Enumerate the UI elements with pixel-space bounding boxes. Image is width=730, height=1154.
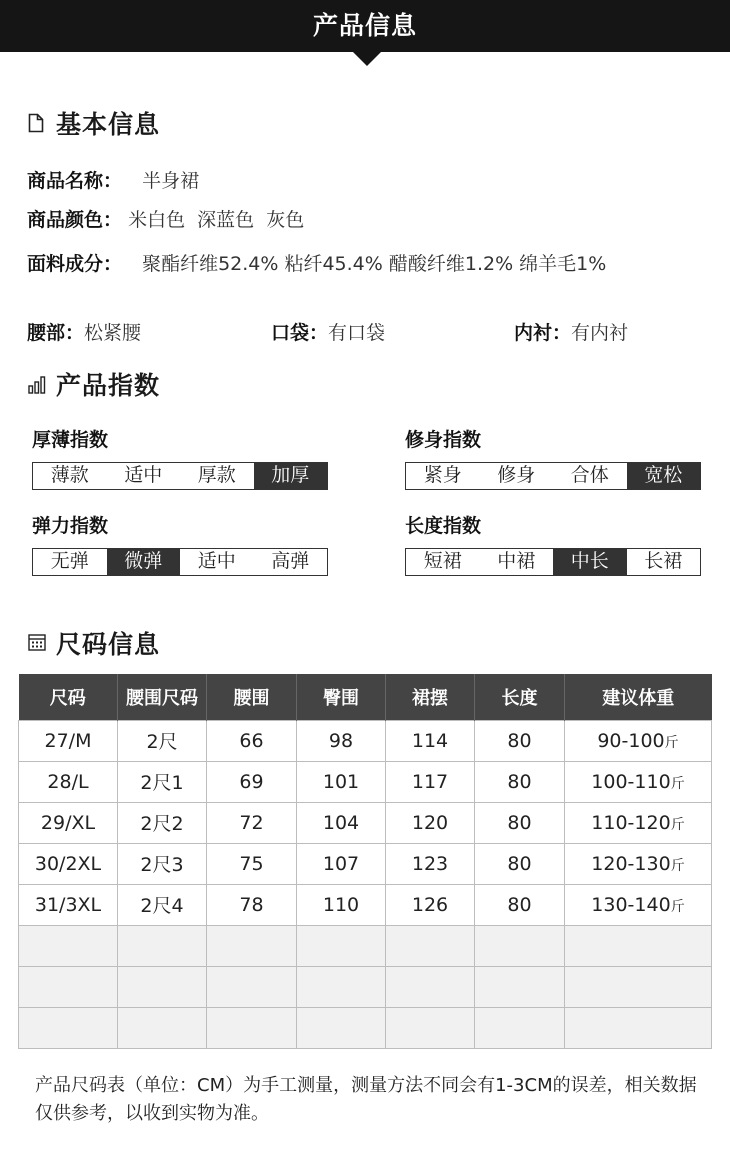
cell-value: 104 <box>322 811 360 834</box>
cell-value: 123 <box>411 852 449 875</box>
measurement-note: 产品尺码表（单位：CM）为手工测量，测量方法不同会有1-3CM的误差，相关数据仅供参考，以收到实物为准。 <box>35 1075 697 1124</box>
basic-info-title: 基本信息 <box>56 110 161 139</box>
size-header-cell: 裙摆 <box>386 674 475 720</box>
cell-value: 2尺1 <box>140 772 184 794</box>
table-cell <box>565 802 712 843</box>
lining-item <box>514 320 628 346</box>
elastic-option: 适中 <box>197 550 236 572</box>
table-cell <box>19 720 118 761</box>
cell-value: 80 <box>507 729 532 752</box>
size-table-header <box>19 674 712 720</box>
cell-value: 69 <box>239 770 264 793</box>
product-name-row <box>27 168 199 194</box>
length-option: 长裙 <box>644 550 683 572</box>
fit-option-active: 宽松 <box>627 463 701 489</box>
cell-value: 80 <box>507 811 532 834</box>
cell-value: 107 <box>322 852 360 875</box>
table-cell <box>297 884 386 925</box>
empty-table-cell <box>297 966 386 1007</box>
empty-table-cell <box>118 925 207 966</box>
empty-table-row <box>19 925 712 966</box>
thickness-option: 厚款 <box>197 464 236 486</box>
empty-table-cell <box>386 925 475 966</box>
elastic-option: 高弹 <box>271 550 310 572</box>
empty-table-cell <box>475 925 565 966</box>
table-cell <box>565 843 712 884</box>
cell-value: 120 <box>411 811 449 834</box>
cell-value: 110-120 <box>591 811 671 834</box>
cell-value: 30/2XL <box>34 852 102 875</box>
table-cell <box>207 761 297 802</box>
empty-table-cell <box>19 1007 118 1048</box>
fit-scale <box>405 462 701 490</box>
length-index-label: 长度指数 <box>405 515 482 537</box>
fit-index-label: 修身指数 <box>405 429 482 451</box>
waist-label: 腰部： <box>27 322 85 344</box>
cell-value: 130-140 <box>591 893 671 916</box>
fit-option: 紧身 <box>423 464 462 486</box>
empty-table-cell <box>297 1007 386 1048</box>
size-info-header <box>28 626 160 660</box>
table-cell <box>207 884 297 925</box>
product-color-value: 米白色 深蓝色 灰色 <box>128 209 305 231</box>
table-cell <box>297 761 386 802</box>
fabric-label: 面料成分： <box>27 253 123 275</box>
empty-table-cell <box>207 925 297 966</box>
lining-value: 有内衬 <box>571 322 629 344</box>
empty-table-cell <box>297 925 386 966</box>
cell-value: 90-100 <box>597 729 665 752</box>
fabric-value: 聚酯纤维52.4% 粘纤45.4% 醋酸纤维1.2% 绵羊毛1% <box>142 253 607 275</box>
fit-option: 修身 <box>497 464 536 486</box>
size-header-cell: 腰围 <box>207 674 297 720</box>
cell-value: 2尺 <box>146 731 178 753</box>
table-cell <box>118 802 207 843</box>
cell-value: 100-110 <box>591 770 671 793</box>
fit-option: 合体 <box>570 464 609 486</box>
table-cell <box>386 761 475 802</box>
product-name-value: 半身裙 <box>142 170 200 192</box>
banner-notch <box>352 51 382 66</box>
table-cell <box>475 761 565 802</box>
elastic-option: 无弹 <box>50 550 89 572</box>
elastic-option-active: 微弹 <box>107 549 181 575</box>
empty-table-cell <box>207 966 297 1007</box>
empty-table-cell <box>19 966 118 1007</box>
empty-table-cell <box>386 1007 475 1048</box>
empty-table-cell <box>565 966 712 1007</box>
table-row <box>19 720 712 761</box>
table-cell <box>118 761 207 802</box>
size-header-cell: 尺码 <box>19 674 118 720</box>
cell-value: 2尺2 <box>140 813 184 835</box>
length-scale <box>405 548 701 576</box>
size-header-cell: 臀围 <box>297 674 386 720</box>
lining-label: 内衬： <box>514 322 572 344</box>
table-cell <box>207 802 297 843</box>
document-icon <box>28 113 46 133</box>
empty-table-cell <box>565 1007 712 1048</box>
table-row <box>19 884 712 925</box>
pocket-value: 有口袋 <box>328 322 386 344</box>
table-cell <box>118 884 207 925</box>
pocket-label: 口袋： <box>271 322 329 344</box>
table-cell <box>386 843 475 884</box>
weight-unit: 斤 <box>664 734 679 751</box>
table-cell <box>19 761 118 802</box>
thickness-scale <box>32 462 328 490</box>
cell-value: 31/3XL <box>34 893 102 916</box>
cell-value: 114 <box>411 729 449 752</box>
cell-value: 72 <box>239 811 264 834</box>
product-index-title: 产品指数 <box>56 371 161 400</box>
product-color-row <box>27 207 304 233</box>
table-cell <box>297 720 386 761</box>
table-cell <box>297 802 386 843</box>
length-option-active: 中长 <box>553 549 627 575</box>
thickness-index-label: 厚薄指数 <box>32 429 109 451</box>
table-cell <box>565 761 712 802</box>
length-option: 中裙 <box>497 550 536 572</box>
pocket-item <box>271 320 385 346</box>
table-cell <box>386 802 475 843</box>
weight-unit: 斤 <box>670 816 685 833</box>
table-cell <box>118 843 207 884</box>
size-table <box>18 674 712 1049</box>
empty-table-cell <box>386 966 475 1007</box>
size-table-body <box>19 720 712 1048</box>
basic-info-header <box>28 106 160 140</box>
table-cell <box>386 884 475 925</box>
table-row <box>19 843 712 884</box>
cell-value: 78 <box>239 893 264 916</box>
table-cell <box>207 720 297 761</box>
size-header-cell: 长度 <box>475 674 565 720</box>
weight-unit: 斤 <box>670 898 685 915</box>
cell-value: 110 <box>322 893 360 916</box>
product-name-label: 商品名称： <box>27 170 123 192</box>
waist-item <box>27 320 141 346</box>
cell-value: 120-130 <box>591 852 671 875</box>
calendar-grid-icon <box>28 633 46 653</box>
cell-value: 98 <box>328 729 354 752</box>
cell-value: 29/XL <box>40 811 96 834</box>
table-cell <box>297 843 386 884</box>
empty-table-cell <box>118 966 207 1007</box>
size-info-title: 尺码信息 <box>56 630 161 659</box>
empty-table-cell <box>475 966 565 1007</box>
thickness-option-active: 加厚 <box>254 463 328 489</box>
thickness-option: 薄款 <box>50 464 89 486</box>
empty-table-cell <box>207 1007 297 1048</box>
empty-table-cell <box>19 925 118 966</box>
table-cell <box>565 720 712 761</box>
cell-value: 126 <box>411 893 449 916</box>
empty-table-cell <box>118 1007 207 1048</box>
table-cell <box>207 843 297 884</box>
table-cell <box>19 884 118 925</box>
cell-value: 80 <box>507 770 532 793</box>
page-title: 产品信息 <box>312 11 417 40</box>
table-cell <box>475 843 565 884</box>
cell-value: 117 <box>411 770 449 793</box>
cell-value: 2尺3 <box>140 854 184 876</box>
bar-chart-icon <box>28 374 46 394</box>
table-cell <box>118 720 207 761</box>
fabric-row <box>27 251 606 277</box>
table-cell <box>19 802 118 843</box>
waist-value: 松紧腰 <box>84 322 142 344</box>
cell-value: 101 <box>322 770 360 793</box>
thickness-option: 适中 <box>124 464 163 486</box>
elastic-index-label: 弹力指数 <box>32 515 109 537</box>
empty-table-row <box>19 966 712 1007</box>
product-color-label: 商品颜色： <box>27 209 123 231</box>
cell-value: 80 <box>507 852 532 875</box>
cell-value: 75 <box>239 852 264 875</box>
cell-value: 2尺4 <box>140 895 184 917</box>
weight-unit: 斤 <box>670 857 685 874</box>
table-row <box>19 761 712 802</box>
cell-value: 80 <box>507 893 532 916</box>
table-cell <box>19 843 118 884</box>
size-header-cell: 腰围尺码 <box>118 674 207 720</box>
cell-value: 28/L <box>47 770 89 793</box>
table-cell <box>475 802 565 843</box>
table-cell <box>565 884 712 925</box>
cell-value: 66 <box>239 729 264 752</box>
table-cell <box>475 720 565 761</box>
table-cell <box>386 720 475 761</box>
product-index-header <box>28 367 160 401</box>
weight-unit: 斤 <box>670 775 685 792</box>
table-row <box>19 802 712 843</box>
size-header-cell: 建议体重 <box>565 674 712 720</box>
elastic-scale <box>32 548 328 576</box>
empty-table-cell <box>475 1007 565 1048</box>
empty-table-cell <box>565 925 712 966</box>
table-cell <box>475 884 565 925</box>
length-option: 短裙 <box>423 550 462 572</box>
cell-value: 27/M <box>44 729 92 752</box>
empty-table-row <box>19 1007 712 1048</box>
